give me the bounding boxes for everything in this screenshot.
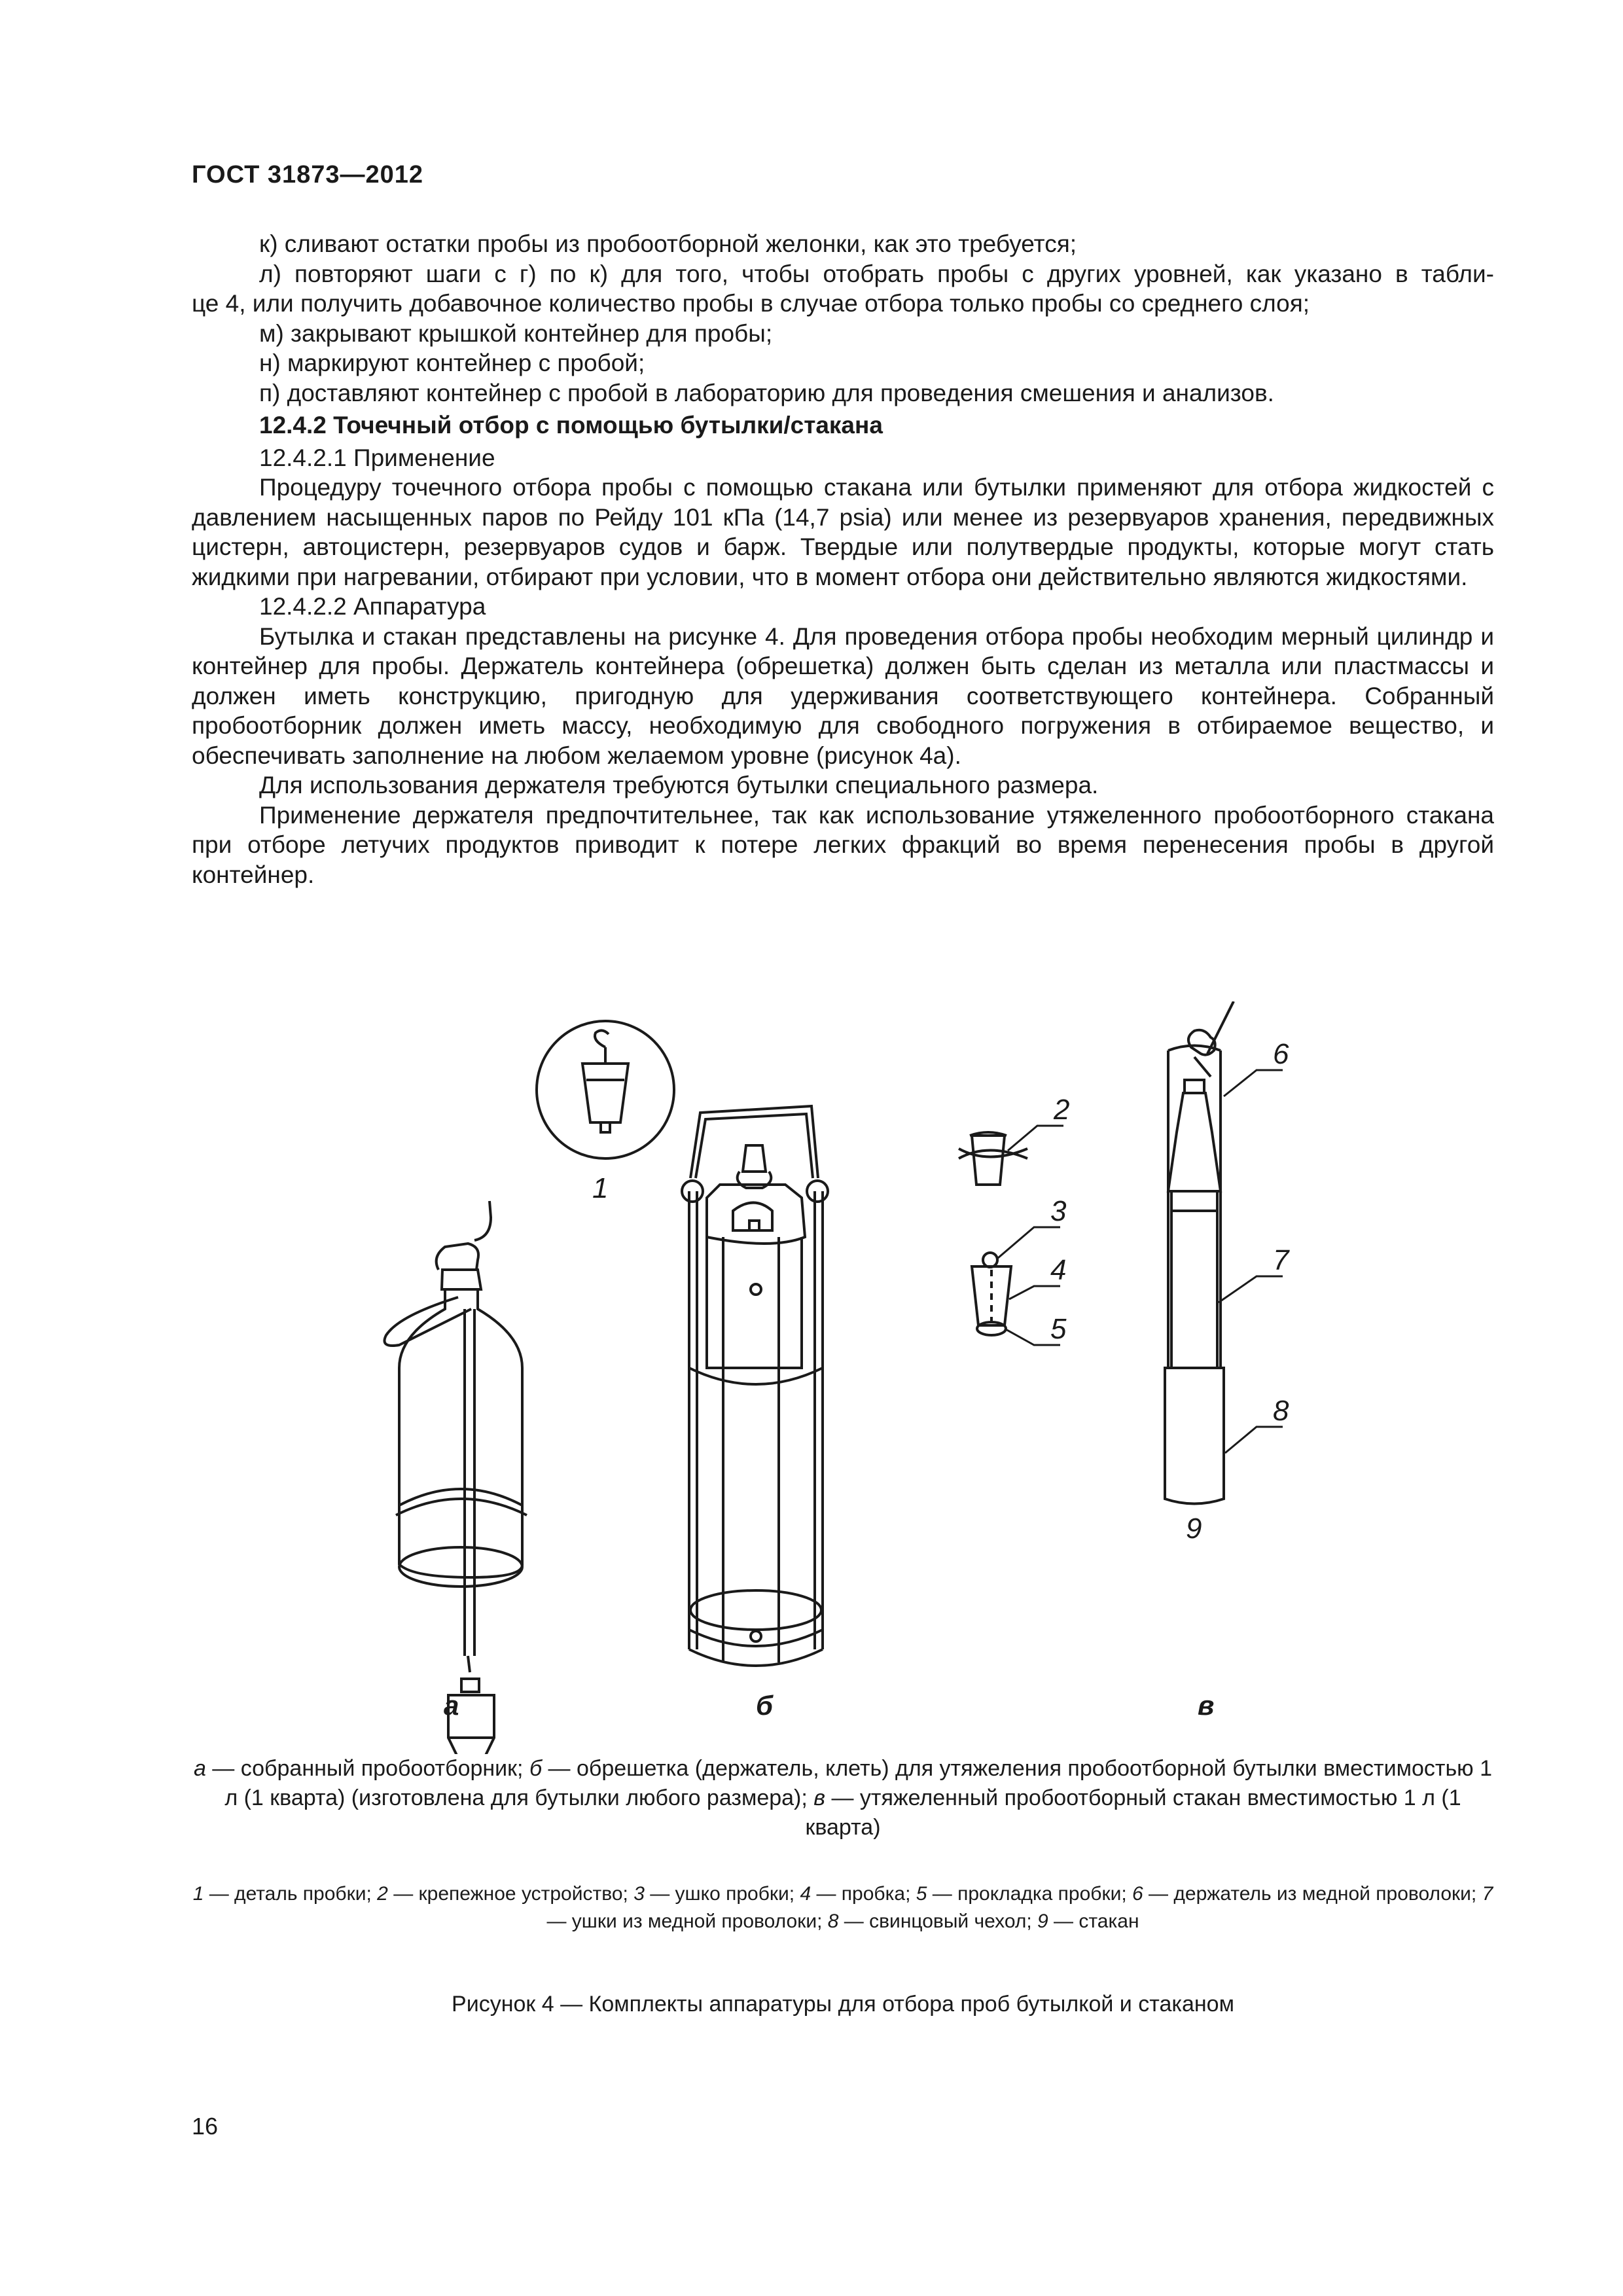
panel-label-v: в (1198, 1690, 1215, 1721)
stopper-detail-callout (537, 1021, 674, 1158)
part-key-7: 7 (1482, 1883, 1493, 1905)
paragraph-k: к) сливают остатки пробы из пробоотборной желонки, как это требуется; (259, 230, 1077, 257)
part-text-6: — держатель из медной проволоки; (1143, 1883, 1482, 1905)
part-key-9: 9 (1037, 1910, 1048, 1932)
callout-1: 1 (592, 1172, 609, 1204)
callout-9: 9 (1186, 1513, 1202, 1545)
page-number: 16 (192, 2113, 219, 2140)
weighted-beaker-drawing (1165, 1001, 1234, 1504)
part-key-1: 1 (192, 1883, 204, 1905)
paragraph-m: м) закрывают крышкой контейнер для пробы; (259, 319, 773, 347)
callout-5: 5 (1050, 1313, 1067, 1345)
callout-leader-lines (998, 1070, 1283, 1453)
part-text-1: — деталь пробки; (204, 1883, 378, 1905)
body-text (192, 229, 1494, 889)
subsection-application: 12.4.2.1 Применение (259, 444, 495, 471)
paragraph-apparatus: Бутылка и стакан представлены на рисунке 4. Для проведения отбора пробы необходим мерный цилиндр и контейнер для пробы. Держатель контейнера (обрешетка) должен быть сделан из металла или пластмассы и должен иметь конструкцию, пригодную для удерживания соответствующего контейнера. Собранный пробоотборник должен иметь массу, необходимую для свободного погружения в отбираемое вещество, и обеспечивать заполнение на любом желаемом уровне (рисунок 4а). (192, 622, 1494, 769)
part-key-3: 3 (633, 1883, 645, 1905)
paragraph-special-bottles: Для использования держателя требуются бутылки специального размера. (259, 772, 1099, 798)
paragraph-n: н) маркируют контейнер с пробой; (259, 350, 645, 376)
document-header: ГОСТ 31873—2012 (192, 161, 424, 188)
paragraph-holder-preference: Применение держателя предпочтительнее, так как использование утяжеленного пробоотборного стакана при отборе летучих продуктов приводит к потере легких фракций во время перенесения пробы в другой контейнер. (192, 801, 1494, 888)
panel-label-a: а (444, 1690, 459, 1721)
callout-2: 2 (1054, 1094, 1070, 1126)
callout-3: 3 (1050, 1195, 1067, 1227)
legend-text-v: — утяжеленный пробоотборный стакан вместимостью 1 л (1 кварта) (805, 1785, 1461, 1840)
parts-legend (192, 1880, 1494, 1935)
legend-text-b: — обрешетка (держатель, клеть) для утяжеления пробоотборной бутылки вместимостью 1 л (1 кварта) (изготовлена для бутылки любого размера); (224, 1756, 1493, 1810)
panel-legend (192, 1754, 1494, 1842)
part-text-9: — стакан (1048, 1910, 1139, 1932)
fastening-parts-drawing (959, 1132, 1027, 1335)
callout-8: 8 (1273, 1395, 1289, 1427)
part-text-7: — ушки из медной проволоки; (546, 1910, 828, 1932)
figure-caption: Рисунок 4 — Комплекты аппаратуры для отбора проб бутылкой и стаканом (452, 1992, 1234, 2017)
part-key-4: 4 (800, 1883, 812, 1905)
paragraph-l: л) повторяют шаги с г) по к) для того, чтобы отобрать пробы с других уровней, как указано в табли- (259, 260, 1494, 287)
figure-4 (314, 1001, 1544, 1754)
callout-4: 4 (1050, 1254, 1067, 1286)
part-key-2: 2 (377, 1883, 388, 1905)
legend-key-a: а (193, 1756, 206, 1781)
part-key-8: 8 (827, 1910, 839, 1932)
section-title: 12.4.2 Точечный отбор с помощью бутылки/стакана (259, 412, 883, 439)
panel-labels (444, 1690, 1214, 1721)
legend-key-v: в (813, 1785, 826, 1810)
legend-text-a: — собранный пробоотборник; (205, 1756, 529, 1781)
paragraph-l-cont: це 4, или получить добавочное количество пробы в случае отбора только пробы со среднего слоя; (192, 290, 1310, 317)
part-text-2: — крепежное устройство; (387, 1883, 634, 1905)
panel-label-b: б (756, 1690, 774, 1721)
part-text-8: — свинцовый чехол; (838, 1910, 1038, 1932)
legend-key-b: б (529, 1756, 543, 1781)
callout-7: 7 (1273, 1244, 1289, 1276)
part-text-3: — ушко пробки; (644, 1883, 800, 1905)
part-key-5: 5 (916, 1883, 927, 1905)
subsection-apparatus: 12.4.2.2 Аппаратура (259, 593, 486, 620)
cage-holder-drawing (682, 1106, 828, 1666)
part-text-5: — прокладка пробки; (927, 1883, 1133, 1905)
part-key-6: 6 (1132, 1883, 1143, 1905)
figure-4-drawing (314, 1001, 1544, 1754)
callout-6: 6 (1273, 1038, 1289, 1070)
assembled-sampler-drawing (385, 1201, 527, 1754)
part-text-4: — пробка; (811, 1883, 916, 1905)
paragraph-p: п) доставляют контейнер с пробой в лабораторию для проведения смешения и анализов. (259, 379, 1274, 406)
paragraph-application: Процедуру точечного отбора пробы с помощью стакана или бутылки применяют для отбора жидкостей с давлением насыщенных паров по Рейду 101 кПа (14,7 psia) или менее из резервуаров хранения, передвижных цистерн, автоцистерн, резервуаров судов и барж. Твердые или полутвердые продукты, которые могут стать жидкими при нагревании, отбирают при условии, что в момент отбора они действительно являются жидкостями. (192, 474, 1494, 590)
